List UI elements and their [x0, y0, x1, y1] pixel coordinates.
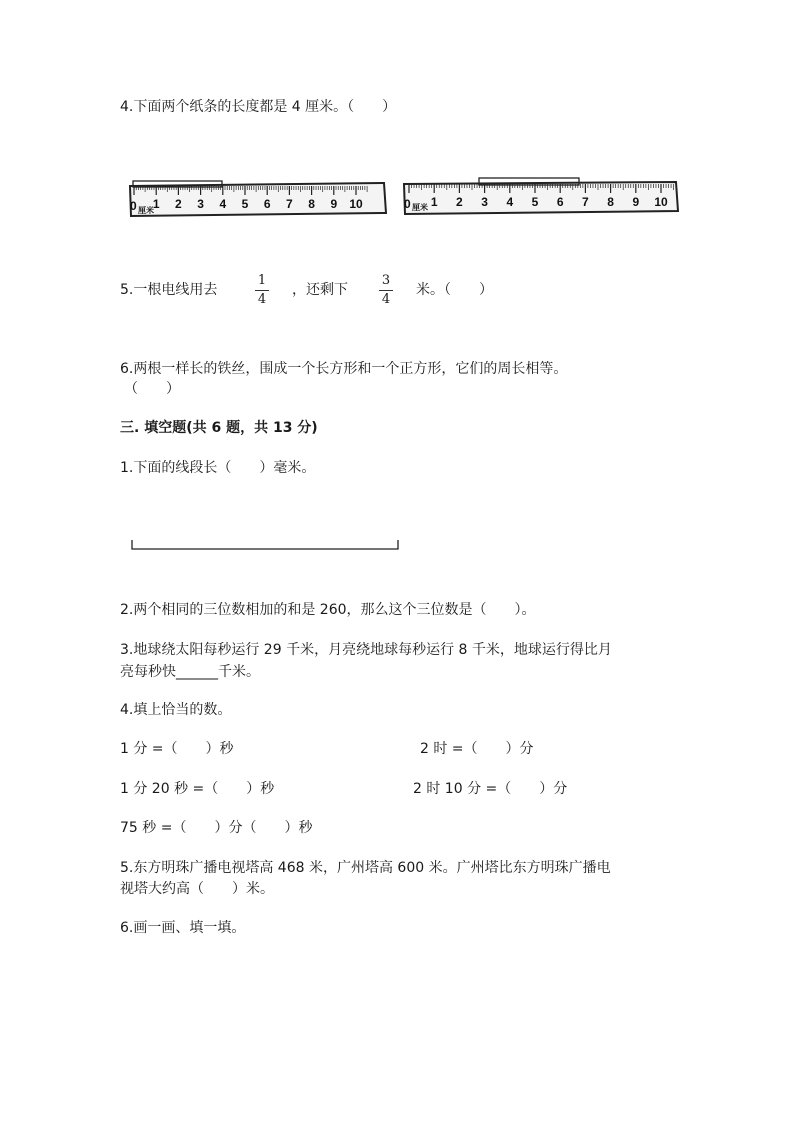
left-ruler-number: 2 — [175, 197, 182, 211]
right-ruler-number: 1 — [430, 195, 438, 209]
fraction-one-quarter — [254, 274, 270, 307]
question-5-mid: ，还剩下 — [292, 282, 348, 298]
right-ruler-number: 3 — [481, 195, 488, 209]
right-ruler-number: 8 — [607, 195, 614, 209]
fill-5-line2: 视塔大约高（ ）米。 — [120, 881, 274, 897]
ruler-left-zero: 0 — [130, 199, 137, 213]
left-ruler-number: 6 — [263, 197, 271, 211]
fraction-1-bar — [255, 290, 269, 291]
left-ruler-number: 1 — [152, 197, 160, 211]
fraction-three-quarters — [378, 274, 394, 307]
question-5-suffix: 米。（ ） — [416, 282, 493, 298]
fill-4-row3: 75 秒 =（ ）分（ ）秒 — [120, 820, 313, 836]
left-ruler-number: 4 — [219, 197, 227, 211]
right-ruler-number: 9 — [632, 195, 640, 209]
right-ruler-number: 4 — [506, 195, 514, 209]
section-3-title: 三. 填空题(共 6 题，共 13 分) — [120, 420, 318, 436]
fill-5-line1: 5.东方明珠广播电视塔高 468 米，广州塔高 600 米。广州塔比东方明珠广播电 — [120, 860, 611, 876]
line-segment — [130, 538, 402, 552]
ruler-left-unit: 厘米 — [138, 206, 154, 215]
right-ruler-number: 10 — [654, 195, 668, 209]
right-ruler-number: 5 — [531, 195, 539, 209]
right-ruler-number: 6 — [556, 195, 564, 209]
question-4-text: 4.下面两个纸条的长度都是 4 厘米。（ ） — [120, 99, 397, 115]
ruler-right-zero: 0 — [404, 197, 411, 211]
fill-3-line1: 3.地球绕太阳每秒运行 29 千米，月亮绕地球每秒运行 8 千米，地球运行得比月 — [120, 642, 612, 658]
right-ruler-number: 7 — [582, 195, 589, 209]
fill-1-text: 1.下面的线段长（ ）毫米。 — [120, 460, 316, 476]
fraction-2-denominator: 4 — [381, 292, 391, 307]
fill-6-text: 6.画一画、填一填。 — [120, 920, 246, 936]
fill-2-text: 2.两个相同的三位数相加的和是 260，那么这个三位数是（ ）。 — [120, 602, 536, 618]
ruler-left — [128, 180, 388, 220]
question-5-prefix: 5.一根电线用去 — [120, 282, 218, 298]
fraction-2-bar — [379, 290, 393, 291]
fill-3-line2: 亮每秒快______千米。 — [120, 664, 260, 680]
fraction-1-denominator: 4 — [257, 292, 267, 307]
fill-4-title: 4.填上恰当的数。 — [120, 702, 232, 718]
left-ruler-number: 9 — [330, 197, 338, 211]
ruler-right — [402, 178, 680, 220]
left-ruler-number: 3 — [197, 197, 204, 211]
fill-4-row1-right: 2 时 =（ ）分 — [420, 741, 534, 757]
left-ruler-number: 5 — [241, 197, 249, 211]
left-ruler-number: 10 — [349, 197, 363, 211]
left-ruler-number: 8 — [308, 197, 315, 211]
right-ruler-number: 2 — [456, 195, 463, 209]
question-6-line2: （ ） — [124, 381, 180, 397]
fill-4-row2-right: 2 时 10 分 =（ ）分 — [413, 781, 568, 797]
question-6-line1: 6.两根一样长的铁丝，围成一个长方形和一个正方形，它们的周长相等。 — [120, 361, 568, 377]
ruler-right-unit: 厘米 — [412, 203, 428, 212]
fill-4-row2-left: 1 分 20 秒 =（ ）秒 — [120, 781, 275, 797]
fill-4-row1-left: 1 分 =（ ）秒 — [120, 741, 234, 757]
left-ruler-number: 7 — [286, 197, 293, 211]
fraction-2-numerator: 3 — [381, 273, 391, 288]
fraction-1-numerator: 1 — [257, 273, 267, 288]
